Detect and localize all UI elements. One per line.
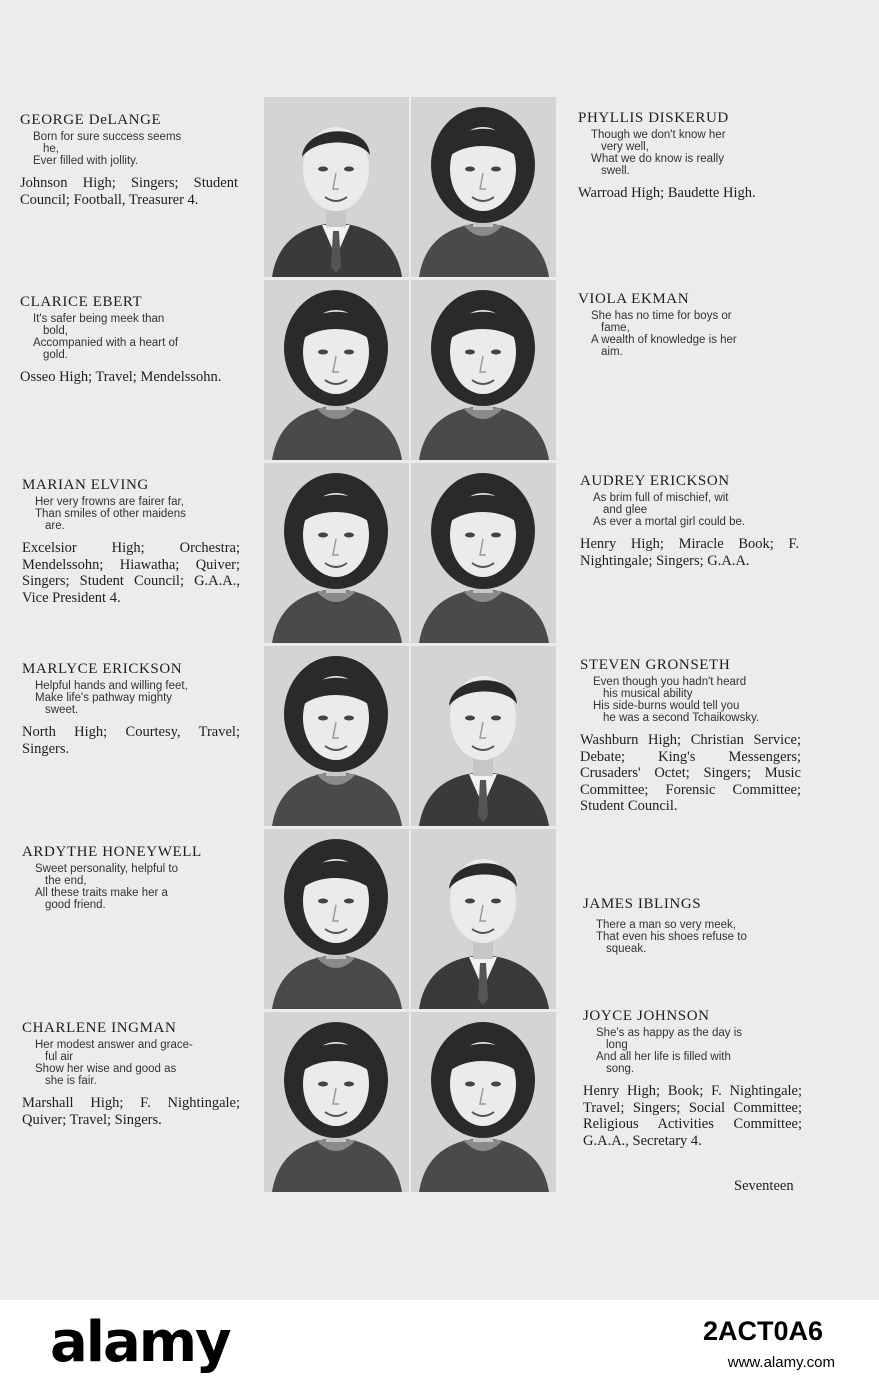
verse-line: aim. xyxy=(601,346,623,358)
student-portrait-icon xyxy=(411,829,556,1009)
student-verse xyxy=(578,129,797,177)
student-name: MARLYCE ERICKSON xyxy=(22,661,183,677)
verse-line: are. xyxy=(45,520,65,532)
student-name: CHARLENE INGMAN xyxy=(22,1020,177,1036)
student-portrait-icon xyxy=(264,463,409,643)
verse-line: It's safer being meek than xyxy=(33,313,165,325)
student-entry xyxy=(580,657,801,815)
student-name: JOYCE JOHNSON xyxy=(583,1008,710,1024)
verse-line: very well, xyxy=(601,141,649,153)
student-name: STEVEN GRONSETH xyxy=(580,657,731,673)
verse-line: As ever a mortal girl could be. xyxy=(593,516,746,528)
student-verse xyxy=(22,1039,240,1087)
student-entry xyxy=(22,477,240,606)
portrait-eye xyxy=(465,167,475,172)
student-portrait-icon xyxy=(411,463,556,643)
student-portrait-icon xyxy=(411,97,556,277)
portrait-drawing xyxy=(264,1012,409,1192)
verse-line: song. xyxy=(606,1063,635,1075)
verse-line: gold. xyxy=(43,349,68,361)
student-activities: Excelsior High; Orchestra; Mendelssohn; Hiawatha; Quiver; Singers; Student Council; G.A.A., Vice President 4. xyxy=(22,540,240,606)
student-activities: North High; Courtesy, Travel; Singers. xyxy=(22,724,240,757)
verse-line: Than smiles of other maidens xyxy=(35,508,186,520)
verse-line: he was a second Tchaikowsky. xyxy=(603,712,760,724)
student-entry xyxy=(22,1020,240,1128)
portrait-eye xyxy=(318,167,328,172)
watermark-bar xyxy=(0,1302,879,1390)
portrait-eye xyxy=(465,899,475,904)
student-verse xyxy=(583,919,802,955)
verse-line: good friend. xyxy=(45,899,106,911)
portrait-drawing xyxy=(264,463,409,643)
student-portrait-icon xyxy=(264,829,409,1009)
student-entry xyxy=(20,112,238,208)
verse-line: his musical ability xyxy=(603,688,693,700)
verse-line: Show her wise and good as xyxy=(35,1063,177,1075)
student-verse xyxy=(22,863,240,911)
verse-line: A wealth of knowledge is her xyxy=(591,334,737,346)
portrait-drawing xyxy=(264,646,409,826)
portrait-eye xyxy=(491,716,501,721)
portrait-drawing xyxy=(264,280,409,460)
student-name: VIOLA EKMAN xyxy=(578,291,690,307)
student-name: ARDYTHE HONEYWELL xyxy=(22,844,202,860)
student-name: MARIAN ELVING xyxy=(22,477,149,493)
portrait-drawing xyxy=(264,829,409,1009)
student-entry xyxy=(583,896,802,963)
verse-line: His side-burns would tell you xyxy=(593,700,740,712)
student-entry xyxy=(22,844,240,919)
student-activities: Johnson High; Singers; Student Council; Football, Treasurer 4. xyxy=(20,175,238,208)
portrait-eye xyxy=(491,350,501,355)
verse-line: squeak. xyxy=(606,943,647,955)
verse-line: ful air xyxy=(45,1051,74,1063)
portrait-drawing xyxy=(411,829,556,1009)
portrait-eye xyxy=(344,899,354,904)
student-activities: Osseo High; Travel; Mendelssohn. xyxy=(20,369,222,385)
verse-line: Helpful hands and willing feet, xyxy=(35,680,188,692)
verse-line: the end, xyxy=(45,875,87,887)
portrait-eye xyxy=(465,350,475,355)
portrait-eye xyxy=(344,167,354,172)
portrait-drawing xyxy=(264,97,409,277)
verse-line: Even though you hadn't heard xyxy=(593,676,747,688)
portrait-eye xyxy=(318,1082,328,1087)
verse-line: swell. xyxy=(601,165,630,177)
student-name: PHYLLIS DISKERUD xyxy=(578,110,729,126)
verse-line: That even his shoes refuse to xyxy=(596,931,747,943)
student-portrait-icon xyxy=(411,280,556,460)
image-id: 2ACT0A6 xyxy=(702,1316,823,1346)
student-name: CLARICE EBERT xyxy=(20,294,143,310)
student-portrait-icon xyxy=(264,1012,409,1192)
verse-line: he, xyxy=(43,143,59,155)
verse-line: She has no time for boys or xyxy=(591,310,732,322)
student-name: AUDREY ERICKSON xyxy=(580,473,730,489)
student-entry xyxy=(580,473,799,569)
verse-line: Though we don't know her xyxy=(591,129,726,141)
student-verse xyxy=(583,1027,802,1075)
verse-line: she is fair. xyxy=(45,1075,97,1087)
verse-line: Ever filled with jollity. xyxy=(33,155,139,167)
student-activities: Henry High; Book; F. Nightingale; Travel; Singers; Social Committee; Religious Activities Committee; G.A.A., Secretary 4. xyxy=(583,1083,802,1149)
student-entry xyxy=(583,1008,802,1149)
verse-line: Her very frowns are fairer far, xyxy=(35,496,184,508)
student-name: GEORGE DeLANGE xyxy=(20,112,162,128)
verse-line: What we do know is really xyxy=(591,153,724,165)
student-portrait-icon xyxy=(264,97,409,277)
portrait-eye xyxy=(491,533,501,538)
student-verse xyxy=(20,313,238,361)
portrait-eye xyxy=(491,899,501,904)
student-verse xyxy=(22,680,240,716)
portrait-eye xyxy=(318,716,328,721)
portrait-eye xyxy=(318,899,328,904)
portrait-drawing xyxy=(411,1012,556,1192)
portrait-eye xyxy=(491,1082,501,1087)
student-verse xyxy=(580,676,801,724)
verse-line: Accompanied with a heart of xyxy=(33,337,179,349)
portrait-drawing xyxy=(411,280,556,460)
portrait-drawing xyxy=(411,463,556,643)
portrait-eye xyxy=(465,533,475,538)
portrait-drawing xyxy=(411,646,556,826)
portrait-eye xyxy=(318,533,328,538)
portrait-eye xyxy=(344,533,354,538)
student-verse xyxy=(20,131,238,167)
portrait-drawing xyxy=(411,97,556,277)
watermark-url: www.alamy.com xyxy=(727,1354,835,1371)
verse-line: As brim full of mischief, wit xyxy=(593,492,729,504)
student-activities: Washburn High; Christian Service; Debate; King's Messengers; Crusaders' Octet; Singers; Music Committee; Forensic Committee; Student Council. xyxy=(580,732,801,814)
portrait-eye xyxy=(465,1082,475,1087)
portrait-eye xyxy=(344,716,354,721)
portrait-eye xyxy=(491,167,501,172)
verse-line: Her modest answer and grace- xyxy=(35,1039,193,1051)
verse-line: long xyxy=(606,1039,628,1051)
portrait-eye xyxy=(318,350,328,355)
student-name: JAMES IBLINGS xyxy=(583,896,702,912)
alamy-logo: alamy xyxy=(50,1310,230,1375)
student-portrait-icon xyxy=(264,280,409,460)
verse-line: All these traits make her a xyxy=(35,887,168,899)
verse-line: Sweet personality, helpful to xyxy=(35,863,178,875)
student-entry xyxy=(578,291,797,366)
verse-line: bold, xyxy=(43,325,68,337)
verse-line: fame, xyxy=(601,322,630,334)
student-verse xyxy=(580,492,799,528)
student-portrait-icon xyxy=(411,646,556,826)
portrait-eye xyxy=(465,716,475,721)
verse-line: She's as happy as the day is xyxy=(596,1027,743,1039)
portrait-eye xyxy=(344,350,354,355)
student-portrait-icon xyxy=(264,646,409,826)
portrait-eye xyxy=(344,1082,354,1087)
student-entry xyxy=(20,294,238,386)
verse-line: There a man so very meek, xyxy=(596,919,736,931)
verse-line: Born for sure success seems xyxy=(33,131,182,143)
student-entry xyxy=(22,661,240,757)
student-verse xyxy=(578,310,797,358)
student-portrait-icon xyxy=(411,1012,556,1192)
page-number: Seventeen xyxy=(734,1178,794,1194)
student-activities: Warroad High; Baudette High. xyxy=(578,185,756,201)
student-activities: Marshall High; F. Nightingale; Quiver; Travel; Singers. xyxy=(22,1095,240,1128)
student-entry xyxy=(578,110,797,202)
verse-line: sweet. xyxy=(45,704,79,716)
verse-line: Make life's pathway mighty xyxy=(35,692,173,704)
student-activities: Henry High; Miracle Book; F. Nightingale; Singers; G.A.A. xyxy=(580,536,799,569)
student-verse xyxy=(22,496,240,532)
verse-line: and glee xyxy=(603,504,648,516)
verse-line: And all her life is filled with xyxy=(596,1051,731,1063)
